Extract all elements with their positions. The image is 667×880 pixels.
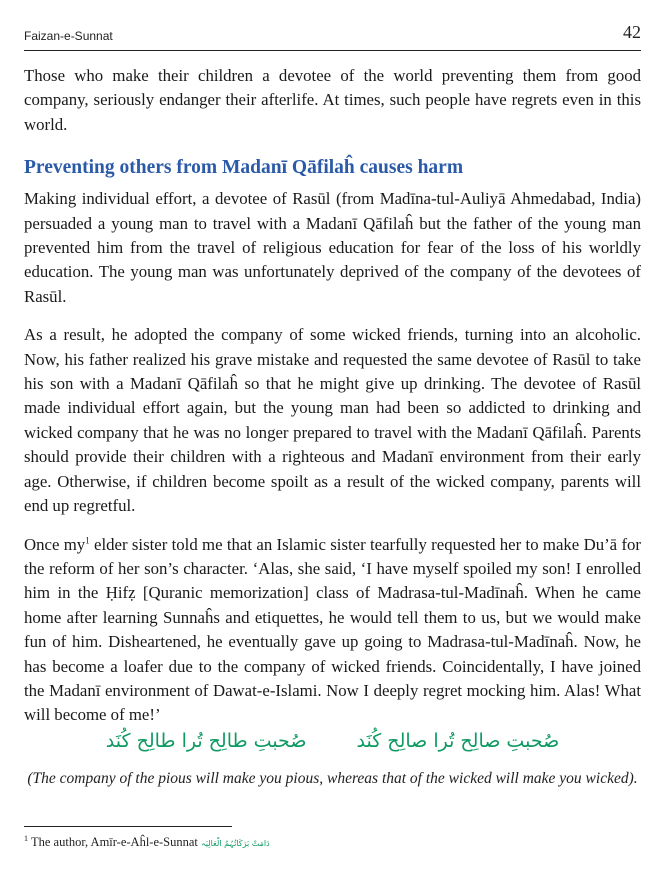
- paragraph-sister-rest: elder sister told me that an Islamic sister tearfully requested her to make Du’ā for the reform of her son’s character. ‘Alas, she said, ‘I have myself spoiled my son! I enrolled him in the Ḥifẓ [Quranic memorization] class of Madrasa-tul-Madīnaĥ. When he came home after learning Sunnaĥs and etiquettes, he would tell them to us, but we would make fun of him. Disheartened, he eventually gave up going to Madrasa-tul-Madīnaĥ. Now, he has become a loafer due to the company of wicked friends. Coincidentally, I have joined the Madanī environment of Dawat-e-Islami. Now I deeply regret mocking him. Alas! What will become of me!’: [24, 534, 642, 725]
- footnote-text: The author, Amīr-e-Aĥl-e-Sunnat: [31, 835, 198, 849]
- main-text: [24, 64, 641, 742]
- book-title: Faizan-e-Sunnat: [24, 29, 113, 43]
- page-number: 42: [623, 22, 641, 42]
- paragraph-sister-start: Once my: [24, 534, 86, 554]
- footnote-divider: [24, 826, 232, 827]
- persian-couplet: [24, 726, 641, 756]
- couplet-line-1: صُحبتِ صالِح تُرا صالِح کُنَد: [356, 730, 560, 752]
- couplet-translation: (The company of the pious will make you pious, whereas that of the wicked will make you wicked).: [27, 770, 638, 787]
- paragraph-sister: [24, 533, 641, 728]
- paragraph-intro: Those who make their children a devotee of the world preventing them from good company, seriously endanger their afterlife. At times, such people have regrets even in this world.: [24, 66, 641, 134]
- couplet-line-2: صُحبتِ طالِح تُرا طالِح کُنَد: [105, 730, 307, 752]
- footnote: [24, 835, 270, 850]
- paragraph-result: As a result, he adopted the company of some wicked friends, turning into an alcoholic. Now, his father realized his grave mistake and requested the same devotee of Rasūl to take his son with a Madanī Qāfilaĥ so that he might give up drinking. The devotee of Rasūl made individual effort again, but the young man had been so addicted to drinking and wicked company that he was no longer prepared to travel with the Madanī Qāfilaĥ. Parents should provide their children with a righteous and Madanī environment from their early age. Otherwise, if children become spoilt as a result of the wicked company, parents will end up regretful.: [24, 325, 641, 516]
- honorific-calligraphy: دَامَتْ بَرَکَاتُہُمُ الْعَالِیَہ: [201, 839, 270, 848]
- footnote-reference[interactable]: 1: [85, 534, 90, 545]
- paragraph-story: Making individual effort, a devotee of Rasūl (from Madīna-tul-Auliyā Ahmedabad, India) persuaded a young man to travel with a Madanī Qāfilaĥ but the father of the young man prevented him from the travel of religious education for fear of the loss of his worldly education. The young man was unfortunately deprived of the company of the devotees of Rasūl.: [24, 189, 641, 306]
- footnote-number: 1: [24, 833, 28, 843]
- section-heading: Preventing others from Madanī Qāfilaĥ causes harm: [24, 157, 464, 179]
- running-header: [24, 22, 641, 51]
